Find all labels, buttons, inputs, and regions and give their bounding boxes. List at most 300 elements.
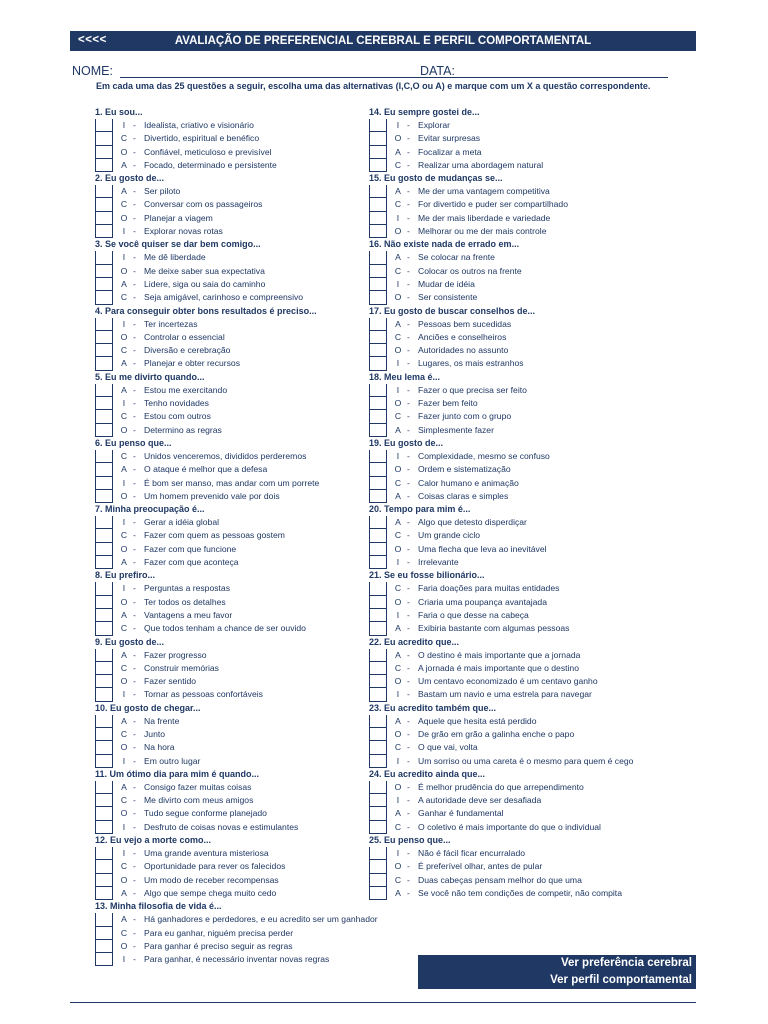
answer-option [95,529,395,542]
option-text: Uma grande aventura misteriosa [144,848,269,859]
option-letter: I [122,477,126,488]
option-letter: I [396,358,400,369]
option-text: Pessoas bem sucedidas [418,318,512,329]
answer-checkbox[interactable] [369,291,387,304]
option-letter: I [396,557,400,568]
option-separator: - [407,689,410,700]
option-separator: - [133,543,136,554]
option-letter: I [122,318,126,329]
answer-checkbox[interactable] [95,847,113,860]
option-separator: - [133,755,136,766]
answer-checkbox[interactable] [369,384,387,397]
option-separator: - [407,795,410,806]
answer-option [369,543,669,556]
answer-checkbox[interactable] [369,159,387,172]
view-brain-preference-link[interactable]: Ver preferência cerebral [560,957,692,969]
option-text: Melhorar ou me der mais controle [418,226,547,237]
option-text: De grão em grão a galinha enche o papo [418,728,575,739]
option-letter: I [122,398,126,409]
option-separator: - [133,848,136,859]
option-text: Me divirto com meus amigos [144,795,254,806]
question [95,569,395,635]
option-separator: - [407,530,410,541]
answer-checkbox[interactable] [95,622,113,635]
answer-option [95,755,395,768]
answer-checkbox[interactable] [95,357,113,370]
option-separator: - [407,120,410,130]
questions-column-right [369,106,669,900]
answer-option [369,357,669,370]
answer-checkbox[interactable] [369,649,387,662]
option-letter: A [395,623,401,634]
answer-checkbox[interactable] [369,543,387,556]
option-letter: A [121,358,127,369]
option-letter: O [394,133,402,144]
answer-checkbox[interactable] [369,821,387,834]
answer-checkbox[interactable] [95,755,113,768]
option-text: É bom ser manso, mas andar com um porrete [144,477,320,488]
answer-option [369,198,669,211]
answer-checkbox[interactable] [95,715,113,728]
answer-checkbox[interactable] [369,397,387,410]
option-separator: - [407,821,410,832]
option-text: O destino é mais importante que a jornada [418,649,581,660]
answer-checkbox[interactable] [369,185,387,198]
option-text: Tenho novidades [144,398,209,409]
answer-checkbox[interactable] [95,940,113,953]
option-text: Ter todos os detalhes [144,596,226,607]
option-letter: I [396,278,400,289]
answer-checkbox[interactable] [95,477,113,490]
answer-checkbox[interactable] [95,543,113,556]
answer-option [369,185,669,198]
answer-checkbox[interactable] [369,794,387,807]
answer-checkbox[interactable] [95,609,113,622]
option-separator: - [407,861,410,872]
answer-checkbox[interactable] [95,463,113,476]
option-letter: O [120,146,128,157]
answer-checkbox[interactable] [369,529,387,542]
answer-option [369,119,669,132]
answer-checkbox[interactable] [369,728,387,741]
answer-checkbox[interactable] [369,755,387,768]
answer-checkbox[interactable] [95,251,113,264]
view-behavioral-profile-link[interactable]: Ver perfil comportamental [550,974,692,986]
option-separator: - [133,411,136,422]
option-text: É melhor prudência do que arrependimento [418,781,584,792]
answer-checkbox[interactable] [369,715,387,728]
option-text: Fazer o que precisa ser feito [418,384,527,395]
question-title: 11. Um ótimo dia para mim é quando... [95,768,260,779]
answer-option [369,278,669,291]
answer-checkbox[interactable] [95,807,113,820]
answer-checkbox[interactable] [95,185,113,198]
answer-checkbox[interactable] [95,344,113,357]
option-separator: - [133,226,136,237]
option-separator: - [407,848,410,859]
option-text: Conversar com os passageiros [144,199,263,210]
option-text: Aquele que hesita está perdido [418,715,537,726]
option-letter: C [394,821,402,832]
answer-option [95,146,395,159]
answer-checkbox[interactable] [369,357,387,370]
option-letter: A [121,715,127,726]
option-separator: - [407,159,410,170]
option-separator: - [407,490,410,501]
answer-checkbox[interactable] [369,556,387,569]
answer-option [369,860,669,873]
answer-option [95,397,395,410]
question [95,305,395,371]
option-letter: O [394,226,402,237]
option-letter: I [122,252,126,263]
option-text: Fazer com que aconteça [144,557,239,568]
header-bar [70,31,696,51]
option-letter: A [395,517,401,528]
option-letter: I [122,821,126,832]
answer-checkbox[interactable] [369,582,387,595]
answer-checkbox[interactable] [95,146,113,159]
answer-checkbox[interactable] [95,781,113,794]
option-letter: O [394,345,402,356]
option-letter: A [121,781,127,792]
answer-checkbox[interactable] [369,225,387,238]
option-letter: I [396,212,400,223]
option-separator: - [133,940,136,951]
option-separator: - [407,146,410,157]
option-separator: - [407,186,410,197]
option-separator: - [407,781,410,792]
option-separator: - [407,278,410,289]
option-separator: - [133,954,136,965]
option-letter: O [120,490,128,501]
answer-checkbox[interactable] [369,516,387,529]
question [369,636,669,702]
answer-checkbox[interactable] [95,198,113,211]
answer-checkbox[interactable] [95,688,113,701]
option-letter: A [121,464,127,475]
answer-checkbox[interactable] [369,146,387,159]
option-separator: - [133,424,136,435]
option-letter: C [120,133,128,144]
answer-checkbox[interactable] [369,609,387,622]
option-letter: I [122,755,126,766]
option-separator: - [407,662,410,673]
question [95,437,395,503]
question-title: 8. Eu prefiro... [95,570,156,581]
option-text: Planejar a viagem [144,212,213,223]
question [95,702,395,768]
answer-checkbox[interactable] [95,728,113,741]
answer-checkbox[interactable] [95,675,113,688]
answer-checkbox[interactable] [369,596,387,609]
answer-checkbox[interactable] [369,847,387,860]
answer-checkbox[interactable] [95,490,113,503]
answer-checkbox[interactable] [369,477,387,490]
answer-option [369,821,669,834]
answer-checkbox[interactable] [369,688,387,701]
answer-option [95,860,395,873]
answer-option [369,874,669,887]
answer-checkbox[interactable] [95,318,113,331]
option-text: Para ganhar é preciso seguir as regras [144,940,293,951]
answer-option [95,278,395,291]
answer-option [95,913,395,926]
option-separator: - [133,345,136,356]
answer-checkbox[interactable] [95,331,113,344]
option-separator: - [407,649,410,660]
option-separator: - [407,596,410,607]
option-letter: C [394,331,402,342]
option-letter: O [120,596,128,607]
answer-checkbox[interactable] [95,887,113,900]
answer-option [369,397,669,410]
option-separator: - [133,689,136,700]
answer-option [95,874,395,887]
option-separator: - [133,530,136,541]
answer-checkbox[interactable] [95,860,113,873]
date-field[interactable] [454,77,668,78]
answer-checkbox[interactable] [369,410,387,423]
option-letter: O [120,424,128,435]
answer-option [369,344,669,357]
option-letter: O [394,861,402,872]
option-separator: - [133,781,136,792]
answer-checkbox[interactable] [95,450,113,463]
answer-checkbox[interactable] [95,821,113,834]
option-separator: - [133,292,136,303]
answer-checkbox[interactable] [95,927,113,940]
answer-option [95,265,395,278]
answer-checkbox[interactable] [369,807,387,820]
option-text: Confiável, meticuloso e previsível [144,146,272,157]
option-text: O coletivo é mais importante do que o individual [418,821,601,832]
option-text: Faria doações para muitas entidades [418,583,560,594]
option-letter: I [396,755,400,766]
option-letter: O [394,398,402,409]
option-text: Não é fácil ficar encurralado [418,848,525,859]
option-letter: C [394,530,402,541]
answer-option [95,953,395,966]
answer-option [95,331,395,344]
option-letter: A [121,186,127,197]
answer-checkbox[interactable] [369,874,387,887]
option-text: Um homem prevenido vale por dois [144,490,280,501]
answer-checkbox[interactable] [95,397,113,410]
answer-checkbox[interactable] [369,860,387,873]
answer-checkbox[interactable] [369,781,387,794]
answer-checkbox[interactable] [95,278,113,291]
answer-option [369,463,669,476]
option-text: Planejar e obter recursos [144,358,241,369]
option-separator: - [407,424,410,435]
answer-option [369,649,669,662]
answer-checkbox[interactable] [369,424,387,437]
option-separator: - [407,755,410,766]
question-title: 21. Se eu fosse bilionário... [369,570,485,581]
option-separator: - [133,477,136,488]
option-separator: - [133,728,136,739]
question-title: 3. Se você quiser se dar bem comigo... [95,239,261,250]
back-link[interactable]: <<<< [78,34,107,46]
answer-checkbox[interactable] [369,741,387,754]
option-letter: C [120,530,128,541]
answer-checkbox[interactable] [369,119,387,132]
answer-option [95,887,395,900]
answer-checkbox[interactable] [95,424,113,437]
answer-checkbox[interactable] [95,265,113,278]
option-separator: - [133,583,136,594]
option-separator: - [133,808,136,819]
answer-option [369,741,669,754]
answer-checkbox[interactable] [95,953,113,966]
answer-option [95,781,395,794]
answer-checkbox[interactable] [369,198,387,211]
option-separator: - [407,543,410,554]
answer-checkbox[interactable] [95,212,113,225]
answer-checkbox[interactable] [369,344,387,357]
option-text: Coisas claras e simples [418,490,509,501]
option-text: Diversão e cerebração [144,345,231,356]
answer-checkbox[interactable] [95,913,113,926]
option-letter: I [396,609,400,620]
option-letter: C [120,292,128,303]
answer-checkbox[interactable] [95,556,113,569]
footer-links [418,955,696,989]
answer-checkbox[interactable] [95,516,113,529]
answer-checkbox[interactable] [95,582,113,595]
option-text: Lugares, os mais estranhos [418,358,524,369]
answer-option [95,410,395,423]
answer-option [95,847,395,860]
question-title: 7. Minha preocupação é... [95,504,205,515]
answer-option [369,781,669,794]
option-separator: - [407,398,410,409]
answer-option [95,450,395,463]
option-separator: - [133,146,136,157]
answer-checkbox[interactable] [369,265,387,278]
option-text: Tudo segue conforme planejado [144,808,267,819]
option-letter: C [394,411,402,422]
answer-checkbox[interactable] [369,662,387,675]
answer-option [369,807,669,820]
option-text: Algo que detesto disperdiçar [418,517,527,528]
answer-checkbox[interactable] [95,132,113,145]
answer-checkbox[interactable] [369,463,387,476]
option-separator: - [407,728,410,739]
option-separator: - [133,927,136,938]
option-text: Controlar o essencial [144,331,225,342]
answer-checkbox[interactable] [369,331,387,344]
option-separator: - [407,292,410,303]
option-letter: C [394,265,402,276]
question [369,569,669,635]
answer-option [369,477,669,490]
answer-checkbox[interactable] [95,741,113,754]
option-letter: C [120,728,128,739]
option-letter: A [395,490,401,501]
answer-checkbox[interactable] [95,529,113,542]
option-text: Um centavo economizado é um centavo ganho [418,676,598,687]
answer-checkbox[interactable] [95,596,113,609]
option-text: Construir memórias [144,662,219,673]
answer-checkbox[interactable] [369,622,387,635]
option-separator: - [407,318,410,329]
answer-option [95,291,395,304]
answer-checkbox[interactable] [369,490,387,503]
name-date-row [72,64,672,80]
answer-checkbox[interactable] [95,662,113,675]
option-text: Autoridades no assunto [418,345,509,356]
option-letter: A [121,887,127,898]
option-separator: - [407,517,410,528]
option-text: Que todos tenham a chance de ser ouvido [144,623,306,634]
answer-option [95,119,395,132]
answer-checkbox[interactable] [369,675,387,688]
answer-checkbox[interactable] [95,384,113,397]
answer-checkbox[interactable] [369,318,387,331]
option-letter: A [395,146,401,157]
answer-checkbox[interactable] [95,794,113,807]
answer-checkbox[interactable] [95,291,113,304]
option-separator: - [407,609,410,620]
option-text: Um modo de receber recompensas [144,874,279,885]
answer-option [369,265,669,278]
option-separator: - [133,861,136,872]
option-separator: - [407,477,410,488]
option-letter: I [122,517,126,528]
answer-option [369,490,669,503]
option-text: Um grande ciclo [418,530,481,541]
option-letter: O [394,781,402,792]
option-letter: O [120,742,128,753]
answer-checkbox[interactable] [369,132,387,145]
answer-option [95,940,395,953]
answer-checkbox[interactable] [95,225,113,238]
option-separator: - [133,278,136,289]
answer-checkbox[interactable] [369,278,387,291]
answer-option [95,384,395,397]
option-separator: - [133,384,136,395]
option-separator: - [133,464,136,475]
option-letter: C [394,477,402,488]
option-letter: I [396,795,400,806]
option-text: Mudar de idéia [418,278,475,289]
option-text: Vantagens a meu favor [144,609,233,620]
answer-checkbox[interactable] [95,119,113,132]
answer-checkbox[interactable] [95,159,113,172]
question [369,702,669,768]
answer-checkbox[interactable] [369,887,387,900]
answer-checkbox[interactable] [369,450,387,463]
answer-option [369,715,669,728]
option-text: Faria o que desse na cabeça [418,609,529,620]
option-letter: A [395,887,401,898]
answer-checkbox[interactable] [369,251,387,264]
option-text: Idealista, criativo e visionário [144,120,254,130]
answer-checkbox[interactable] [95,649,113,662]
option-letter: O [120,212,128,223]
option-text: Determino as regras [144,424,222,435]
answer-option [95,357,395,370]
option-text: Na hora [144,742,175,753]
option-text: Gerar a idéia global [144,517,220,528]
answer-checkbox[interactable] [95,410,113,423]
option-separator: - [133,120,136,130]
option-text: Estou com outros [144,411,211,422]
answer-checkbox[interactable] [95,874,113,887]
answer-checkbox[interactable] [369,212,387,225]
